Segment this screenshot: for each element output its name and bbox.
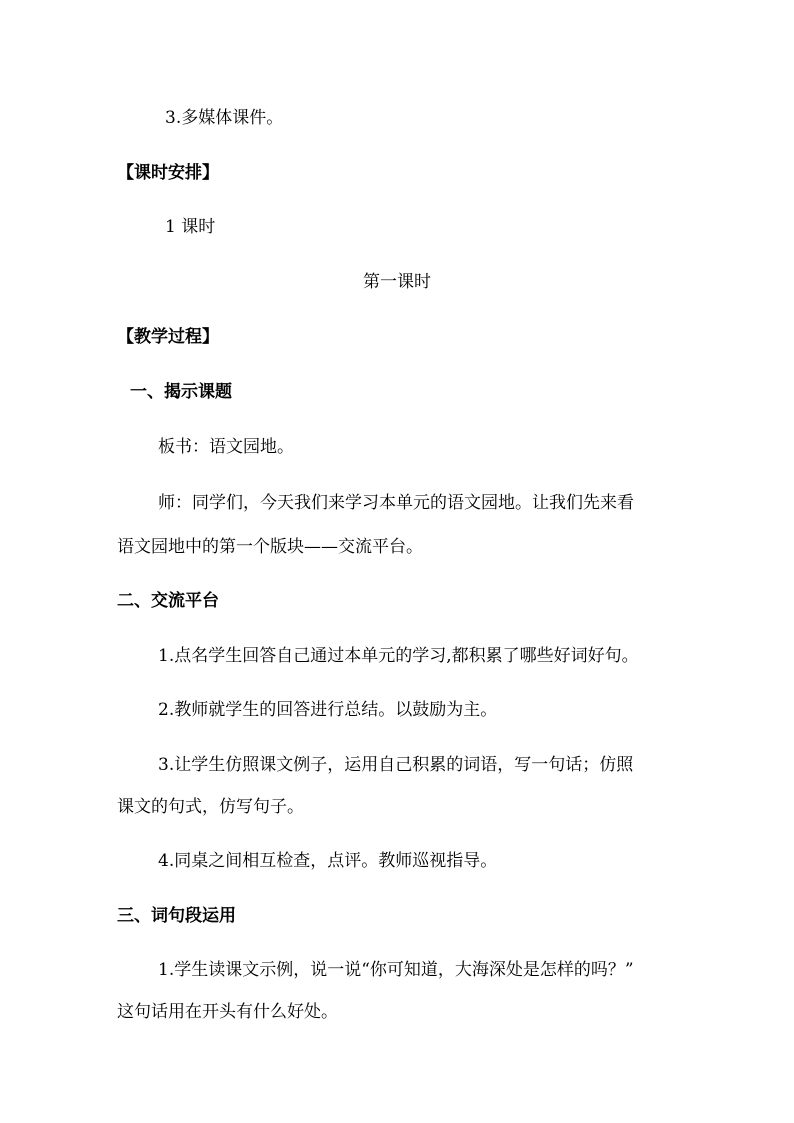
section-1-heading: 一、揭示课题 [130,382,232,402]
section-3-item-1-line-2: 这句话用在开头有什么好处。 [117,1002,338,1022]
section-2-item-3-line-2: 课文的句式，仿写句子。 [117,797,304,817]
section-2-item-2: 2.教师就学生的回答进行总结。以鼓励为主。 [158,700,498,720]
board-text: 板书：语文园地。 [158,437,294,457]
teacher-speech-line-1: 师：同学们，今天我们来学习本单元的语文园地。让我们先来看 [158,493,634,513]
lesson-title: 第一课时 [363,272,431,292]
section-3-item-1-line-1: 1.学生读课文示例，说一说“你可知道，大海深处是怎样的吗？” [158,960,634,980]
section-2-item-4: 4.同桌之间相互检查，点评。教师巡视指导。 [158,851,498,871]
schedule-heading: 【课时安排】 [117,163,219,183]
materials-item-3: 3.多媒体课件。 [165,108,284,128]
process-heading: 【教学过程】 [117,327,219,347]
section-2-item-1: 1.点名学生回答自己通过本单元的学习,都积累了哪些好词好句。 [158,646,639,666]
schedule-value: 1 课时 [165,217,216,237]
section-2-heading: 二、交流平台 [117,591,219,611]
teacher-speech-line-2: 语文园地中的第一个版块——交流平台。 [117,537,423,557]
section-2-item-3-line-1: 3.让学生仿照课文例子，运用自己积累的词语，写一句话；仿照 [158,755,634,775]
section-3-heading: 三、词句段运用 [117,906,236,926]
